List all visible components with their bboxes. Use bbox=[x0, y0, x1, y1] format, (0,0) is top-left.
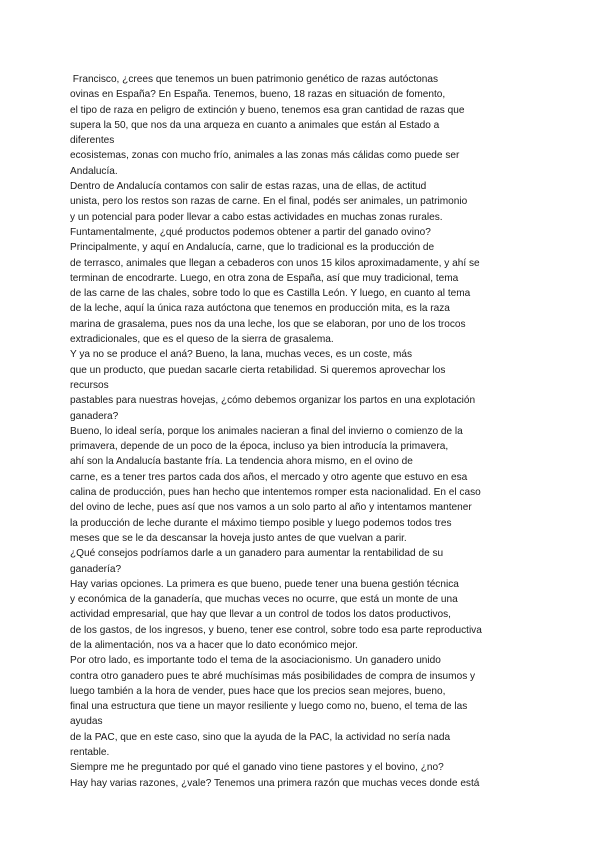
text-line: final una estructura que tiene un mayor resiliente y luego como no, bueno, el tema de las bbox=[70, 701, 468, 713]
text-line: de terrasco, animales que llegan a cebaderos con unos 15 kilos aproximadamente, y ahí se bbox=[70, 257, 480, 269]
text-line: Por otro lado, es importante todo el tema de la asociacionismo. Un ganadero unido bbox=[70, 655, 441, 667]
text-line: Bueno, lo ideal sería, porque los animales nacieran a final del invierno o comienzo de la bbox=[70, 425, 463, 437]
text-line: de la alimentación, nos va a hacer que lo dato económico mejor. bbox=[70, 639, 358, 651]
text-line: de los gastos, de los ingresos, y bueno, tener ese control, sobre todo esa parte reproductiva bbox=[70, 624, 482, 636]
text-line: luego también a la hora de vender, pues hace que los precios sean mejores, bueno, bbox=[70, 685, 446, 697]
text-line: carne, es a tener tres partos cada dos años, el mercado y otro agente que estuvo en esa bbox=[70, 471, 468, 483]
text-line: el tipo de raza en peligro de extinción y bueno, tenemos esa gran cantidad de razas que bbox=[70, 104, 465, 116]
text-line: rentable. bbox=[70, 747, 110, 759]
text-line: y un potencial para poder llevar a cabo estas actividades en muchas zonas rurales. bbox=[70, 211, 443, 223]
text-line: y económica de la ganadería, que muchas veces no ocurre, que está un monte de una bbox=[70, 594, 458, 606]
text-line: ganadera? bbox=[70, 410, 119, 422]
text-line: contra otro ganadero pues te abré muchísimas más posibilidades de compra de insumos y bbox=[70, 670, 476, 682]
text-line: Andalucía. bbox=[70, 165, 118, 177]
text-line: marina de grasalema, pues nos da una leche, los que se elaboran, por uno de los trocos bbox=[70, 318, 466, 330]
text-line: ecosistemas, zonas con mucho frío, animales a las zonas más cálidas como puede ser bbox=[70, 150, 460, 162]
text-line: Hay hay varias razones, ¿vale? Tenemos una primera razón que muchas veces donde está bbox=[70, 777, 480, 789]
text-line: Funtamentalmente, ¿qué productos podemos obtener a partir del ganado ovino? bbox=[70, 226, 431, 238]
text-line: Y ya no se produce el aná? Bueno, la lana, muchas veces, es un coste, más bbox=[70, 349, 413, 361]
text-line: actividad empresarial, que hay que llevar a un control de todos los datos productivos, bbox=[70, 609, 451, 621]
text-line: ovinas en España? En España. Tenemos, bueno, 18 razas en situación de fomento, bbox=[70, 89, 446, 101]
text-line: Francisco, ¿crees que tenemos un buen patrimonio genético de razas autóctonas bbox=[70, 74, 439, 85]
text-line: ayudas bbox=[70, 716, 103, 728]
text-line: Hay varias opciones. La primera es que bueno, puede tener una buena gestión técnica bbox=[70, 578, 459, 590]
transcript-text bbox=[70, 72, 540, 791]
text-line: ganadería? bbox=[70, 563, 122, 575]
text-line: unista, pero los restos son razas de carne. En el final, podés ser animales, un patrimonio bbox=[70, 196, 468, 208]
text-line: recursos bbox=[70, 379, 109, 391]
text-line: terminan de encodrarte. Luego, en otra zona de España, así que muy tradicional, tema bbox=[70, 272, 459, 284]
text-line: del ovino de leche, pues así que nos vamos a un solo parto al año y intentamos mantener bbox=[70, 502, 472, 514]
text-line: de la PAC, que en este caso, sino que la ayuda de la PAC, la actividad no sería nada bbox=[70, 731, 451, 743]
text-line: primavera, depende de un poco de la época, incluso ya bien introducía la primavera, bbox=[70, 441, 449, 453]
text-line: ¿Qué consejos podríamos darle a un ganadero para aumentar la rentabilidad de su bbox=[70, 548, 444, 560]
text-line: Siempre me he preguntado por qué el ganado vino tiene pastores y el bovino, ¿no? bbox=[70, 762, 444, 774]
text-line: ahí son la Andalucía bastante fría. La tendencia ahora mismo, en el ovino de bbox=[70, 456, 413, 468]
text-line: diferentes bbox=[70, 135, 115, 147]
text-line: la producción de leche durante el máximo tiempo posible y luego podemos todos tres bbox=[70, 517, 452, 529]
text-line: Dentro de Andalucía contamos con salir de estas razas, una de ellas, de actitud bbox=[70, 181, 427, 193]
text-line: de la leche, aquí la única raza autóctona que tenemos en producción mita, es la raza bbox=[70, 303, 450, 315]
text-line: meses que se le da descansar la hoveja justo antes de que vuelvan a parir. bbox=[70, 532, 407, 544]
text-line: de las carne de las chales, sobre todo lo que es Castilla León. Y luego, en cuanto al tema bbox=[70, 288, 471, 300]
text-line: pastables para nuestras hovejas, ¿cómo debemos organizar los partos en una explotación bbox=[70, 395, 476, 407]
text-line: que un producto, que puedan sacarle cierta retabilidad. Si queremos aprovechar los bbox=[70, 364, 446, 376]
text-line: Principalmente, y aquí en Andalucía, carne, que lo tradicional es la producción de bbox=[70, 242, 435, 254]
text-line: calina de producción, pues han hecho que intentemos romper esta nacionalidad. En el caso bbox=[70, 487, 481, 499]
text-line: supera la 50, que nos da una arqueza en cuanto a animales que están al Estado a bbox=[70, 119, 440, 131]
text-line: extradicionales, que es el queso de la sierra de grasalema. bbox=[70, 334, 334, 346]
